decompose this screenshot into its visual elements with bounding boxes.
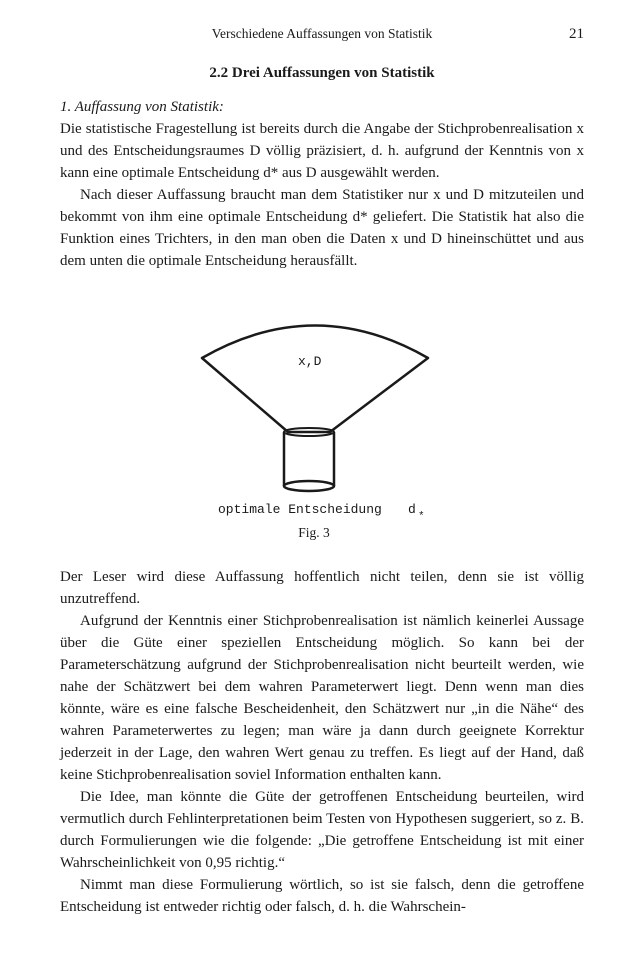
paragraph: Nach dieser Auffassung braucht man dem Statistiker nur x und D mitzuteilen und bekommt von ihm eine optimale Entscheidung d* geliefert. Die Statistik hat also die Funktion eines Trichters, in den man oben die Daten x und D hineinschüttet und aus dem unten die optimale Entscheidung herausfällt. bbox=[60, 187, 584, 269]
funnel-output-label: optimale Entscheidung bbox=[218, 502, 382, 517]
funnel-output-symbol: d bbox=[408, 502, 416, 517]
paragraph: Der Leser wird diese Auffassung hoffentlich nicht teilen, denn sie ist völlig unzutreffend. bbox=[60, 569, 584, 607]
running-head-title: Verschiedene Auffassungen von Statistik bbox=[211, 26, 433, 41]
paragraph: Die Idee, man könnte die Güte der getroffenen Entscheidung beurteilen, wird vermutlich durch Fehlinterpretationen beim Testen von Hypothesen suggeriert, so z. B. durch Formulierungen wie die folgende: „Die getroffene Entscheidung ist mit einer Wahrscheinlichkeit von 0,95 richtig.“ bbox=[60, 789, 584, 871]
running-head bbox=[60, 26, 584, 46]
funnel-diagram bbox=[0, 318, 628, 548]
funnel-figure bbox=[0, 318, 628, 548]
section-heading: 2.2 Drei Auffassungen von Statistik bbox=[209, 65, 435, 81]
paragraph: Die statistische Fragestellung ist bereits durch die Angabe der Stichprobenrealisation x und des Entscheidungsraumes D völlig präzisiert, d. h. aufgrund der Kenntnis von x kann eine optimale Entscheidung d* aus D ausgewählt werden. bbox=[60, 121, 584, 181]
funnel-input-label: x,D bbox=[298, 354, 322, 369]
subheading: 1. Auffassung von Statistik: bbox=[60, 99, 224, 115]
funnel-output-subscript: * bbox=[418, 511, 425, 523]
figure-caption: Fig. 3 bbox=[298, 525, 330, 540]
paragraph: Nimmt man diese Formulierung wörtlich, so ist sie falsch, denn die getroffene Entscheidung ist entweder richtig oder falsch, d. h. die Wahrschein- bbox=[60, 877, 584, 915]
paragraph: Aufgrund der Kenntnis einer Stichprobenrealisation ist nämlich keinerlei Aussage über die Güte einer speziellen Entscheidung möglich. So kann bei der Parameterschätzung aufgrund der Stichprobenrealisation nicht beurteilt werden, wie nahe der Schätzwert bei dem wahren Parameterwert liegt. Denn wenn man dies könnte, wäre es eine falsche Bescheidenheit, den Schätzwert nur „in die Nähe“ des wahren Parameterwertes zu legen; man wäre ja dann durch geeignete Korrektur jederzeit in der Lage, den wahren Wert genau zu treffen. Es liegt auf der Hand, daß keine Stichprobenrealisation soviel Information enthalten kann. bbox=[60, 613, 584, 783]
funnel-cone bbox=[202, 326, 428, 433]
text-block-after-figure bbox=[60, 566, 584, 918]
funnel-spout-rim-bottom bbox=[284, 481, 334, 491]
text-block-before-figure bbox=[60, 96, 584, 272]
page-number: 21 bbox=[569, 26, 584, 42]
